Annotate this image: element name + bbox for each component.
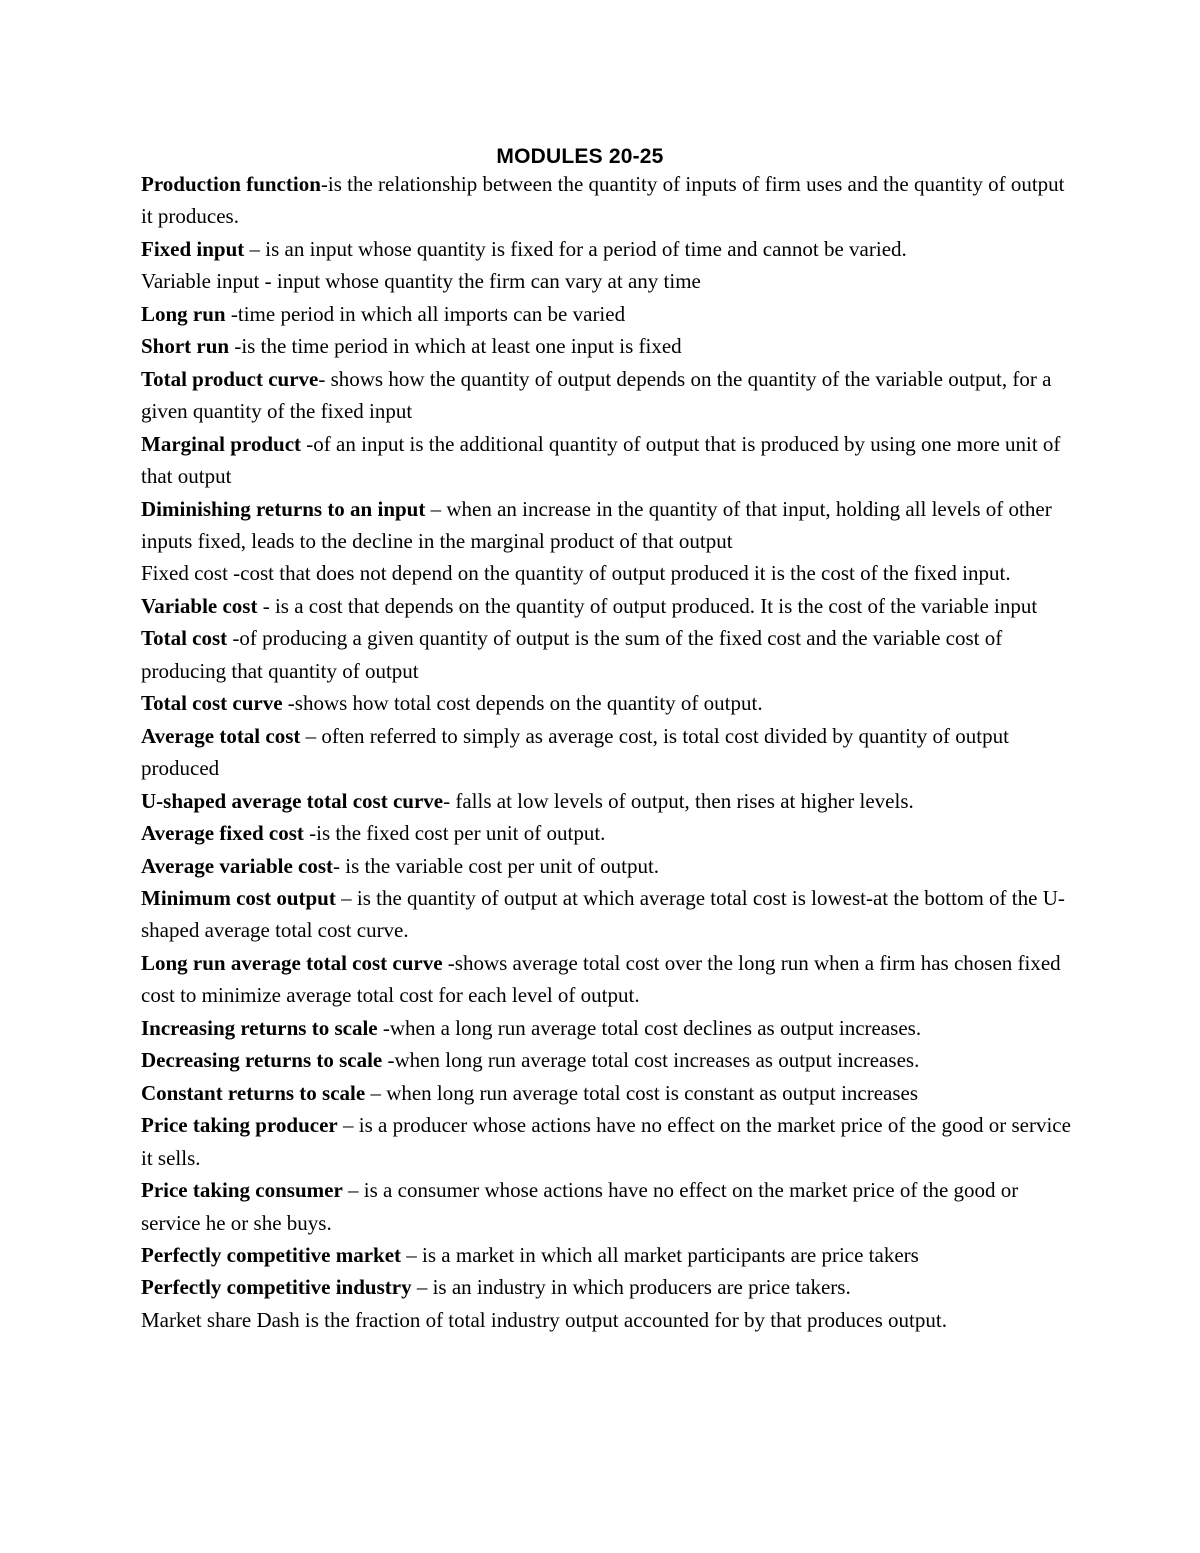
definition-term: Average variable cost <box>141 853 334 878</box>
page-title: MODULES 20-25 <box>496 145 664 168</box>
definition-increasing-returns <box>141 1012 1071 1044</box>
definition-term: U-shaped average total cost curve <box>141 788 444 813</box>
definitions-list <box>141 168 1071 1336</box>
definition-u-shaped-curve <box>141 785 1071 817</box>
definition-term: Total cost <box>141 626 228 651</box>
definition-decreasing-returns <box>141 1044 1071 1076</box>
definition-term: Price taking consumer <box>141 1178 343 1203</box>
definition-average-fixed-cost <box>141 817 1071 849</box>
definition-term: Minimum cost output <box>141 885 336 910</box>
definition-average-variable-cost <box>141 850 1071 882</box>
definition-text: -shows how total cost depends on the quantity of output. <box>282 691 763 716</box>
definition-production-function <box>141 168 1071 233</box>
definition-text: -of an input is the additional quantity of output that is produced by using one more unit of that output <box>141 431 1061 489</box>
definition-text: – when an increase in the quantity of that input, holding all levels of other inputs fixed, leads to the decline in the marginal product of that output <box>141 496 1052 553</box>
definition-term: Average total cost <box>141 723 301 748</box>
definition-text: -shows average total cost over the long run when a firm has chosen fixed cost to minimize average total cost for each level of output. <box>141 950 1061 1008</box>
definition-price-taking-consumer <box>141 1174 1071 1239</box>
definition-perfectly-competitive-industry <box>141 1271 1071 1303</box>
definition-variable-input <box>141 265 1071 297</box>
definition-text: – when long run average total cost is constant as output increases <box>365 1080 919 1105</box>
definition-average-total-cost <box>141 720 1071 785</box>
definition-minimum-cost-output <box>141 882 1071 947</box>
definition-long-run <box>141 298 1071 330</box>
definition-text: -of producing a given quantity of output is the sum of the fixed cost and the variable cost of producing that quantity of output <box>141 626 1003 683</box>
definition-text: – is an input whose quantity is fixed for a period of time and cannot be varied. <box>244 236 907 261</box>
definition-text: -is the time period in which at least one input is fixed <box>229 334 682 359</box>
definition-term: Increasing returns to scale <box>141 1015 378 1040</box>
definition-term: Perfectly competitive market <box>141 1242 402 1267</box>
definition-term: Long run average total cost curve <box>141 950 443 975</box>
definition-term: Constant returns to scale <box>141 1080 366 1105</box>
definition-text: -when long run average total cost increases as output increases. <box>382 1048 920 1073</box>
definition-term: Average fixed cost <box>141 821 304 846</box>
definition-term: Variable cost <box>141 593 258 618</box>
definition-long-run-atc-curve <box>141 947 1071 1012</box>
definition-total-product-curve <box>141 363 1071 428</box>
definition-text: - is the variable cost per unit of output. <box>333 853 660 878</box>
definition-text: - shows how the quantity of output depends on the quantity of the variable output, for a given quantity of the fixed input <box>141 366 1052 424</box>
definition-text: -is the fixed cost per unit of output. <box>303 821 606 846</box>
definition-term: Diminishing returns to an input <box>141 496 426 521</box>
definition-total-cost <box>141 622 1071 687</box>
definition-term: Fixed input <box>141 236 245 261</box>
definition-fixed-input <box>141 233 1071 265</box>
definition-text: – is a producer whose actions have no effect on the market price of the good or service it sells. <box>141 1113 1071 1170</box>
definition-text: -time period in which all imports can be varied <box>225 301 626 326</box>
definition-price-taking-producer <box>141 1109 1071 1174</box>
definition-fixed-cost <box>141 557 1071 589</box>
definition-text: -when a long run average total cost declines as output increases. <box>377 1015 922 1040</box>
definition-variable-cost <box>141 590 1071 622</box>
definition-text: Fixed cost -cost that does not depend on the quantity of output produced it is the cost of the fixed input. <box>141 561 1011 586</box>
definition-marginal-product <box>141 428 1071 493</box>
definition-term: Production function <box>141 172 321 196</box>
definition-perfectly-competitive-market <box>141 1239 1071 1271</box>
definition-constant-returns <box>141 1077 1071 1109</box>
definition-term: Marginal product <box>141 431 302 456</box>
definition-text: - falls at low levels of output, then rises at higher levels. <box>443 788 914 813</box>
definition-term: Total product curve <box>141 366 319 391</box>
definition-text: Market share Dash is the fraction of total industry output accounted for by that produces output. <box>141 1307 947 1332</box>
definition-text: -is the relationship between the quantity of inputs of firm uses and the quantity of output it produces. <box>141 172 1065 229</box>
definition-text: – is a market in which all market participants are price takers <box>401 1242 919 1267</box>
definition-market-share <box>141 1304 1071 1336</box>
definition-term: Perfectly competitive industry <box>141 1275 412 1300</box>
definition-text: – often referred to simply as average cost, is total cost divided by quantity of output produced <box>141 723 1009 781</box>
definition-term: Total cost curve <box>141 691 283 716</box>
definition-term: Decreasing returns to scale <box>141 1048 383 1073</box>
definition-term: Long run <box>141 301 226 326</box>
definition-diminishing-returns <box>141 493 1071 558</box>
definition-text: - is a cost that depends on the quantity of output produced. It is the cost of the variable input <box>257 593 1038 618</box>
definition-total-cost-curve <box>141 687 1071 719</box>
definition-short-run <box>141 330 1071 362</box>
definition-text: – is the quantity of output at which average total cost is lowest-at the bottom of the U-shaped average total cost curve. <box>141 885 1065 943</box>
definition-term: Price taking producer <box>141 1113 338 1138</box>
definition-text: Variable input - input whose quantity the firm can vary at any time <box>141 269 701 294</box>
definition-text: – is an industry in which producers are price takers. <box>411 1275 851 1300</box>
definition-text: – is a consumer whose actions have no effect on the market price of the good or service he or she buys. <box>141 1178 1019 1235</box>
definition-term: Short run <box>141 334 230 359</box>
